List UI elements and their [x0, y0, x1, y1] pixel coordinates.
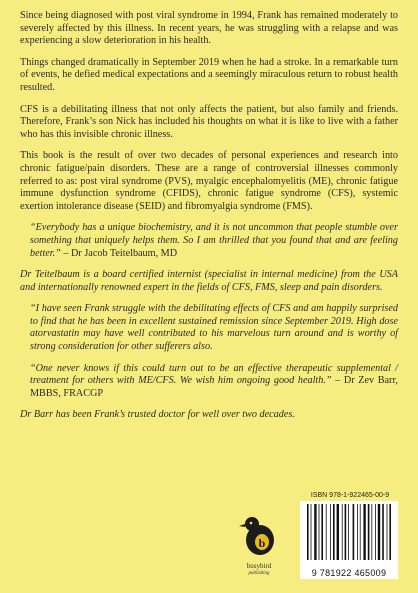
- barcode-bar: [345, 504, 347, 560]
- svg-text:b: b: [258, 536, 266, 550]
- barr-quote-text: “One never knows if this could turn out to be an effective therapeutic supplemental / treatment for others with ME/CFS. We wish him ongoing good health.”: [30, 362, 398, 387]
- barcode-bar: [389, 504, 391, 560]
- barcode-bar: [314, 504, 316, 560]
- teitelbaum-attribution: – Dr Jacob Teitelbaum, MD: [60, 247, 178, 259]
- teitelbaum-quote-text: “Everybody has a unique biochemistry, and it is not uncommon that people stumble over something that uniquely helps them. So I am thrilled that you found that and are feeling better.”: [30, 222, 398, 259]
- barcode-bar: [387, 504, 388, 560]
- barcode-bars: [304, 504, 394, 562]
- barcode-bar: [375, 504, 376, 560]
- isbn-block: [300, 492, 400, 579]
- cfs-paragraph: CFS is a debilitating illness that not only affects the patient, but also family and friends. Therefore, Frank’s son Nick has included his thoughts on what it is like to live with a father who has this invisible chronic illness.: [20, 103, 398, 140]
- barcode-bar: [357, 504, 358, 560]
- barcode-bar: [342, 504, 343, 560]
- barcode-bar: [326, 504, 327, 560]
- barcode-bar: [371, 504, 372, 560]
- barcode-bar: [330, 504, 331, 560]
- book-summary-paragraph: This book is the result of over two decades of personal experiences and research into chronic fatigue/pain disorders. These are a range of controversial illnesses commonly referred to as: post viral syndrome (PVS), myalgic encephalomyelitis (ME), chronic fatigue immune dysfunction syndrome (CFIDS), chronic fatigue syndrome (CFS), systemic exertion intolerance disease (SEID) and fibromyalgia syndrome (FMS).: [20, 150, 398, 212]
- publisher-name: busybird: [246, 562, 272, 570]
- intro-paragraph: Since being diagnosed with post viral syndrome in 1994, Frank has remained moderately to severely affected by this illness. In recent years, he was struggling with a relapse and was experiencing a slow deterioration in his health.: [20, 10, 398, 47]
- frank-remission-quote: “I have seen Frank struggle with the debilitating effects of CFS and am happily surprised to find that he has been in excellent sustained remission since September 2019. High dose atorvastatin may have well contributed to his marvelous turn around and is worthy of strong consideration for other sufferers also.: [30, 303, 398, 353]
- barcode-digits: 9 781922 465009: [311, 568, 387, 578]
- barcode-bar: [360, 504, 361, 560]
- barcode-bar: [363, 504, 365, 560]
- barcode-bar: [382, 504, 384, 560]
- barcode-bar: [353, 504, 355, 560]
- stroke-paragraph: Things changed dramatically in September 2019 when he had a stroke. In a remarkable turn of events, he defied medical expectations and a seemingly miraculous return to robust health resulted.: [20, 56, 398, 93]
- barr-quote: [30, 363, 398, 401]
- isbn-label: ISBN 978-1-922465-00-9: [310, 492, 390, 499]
- barcode-bar: [348, 504, 349, 560]
- barcode-bar: [311, 504, 312, 560]
- busybird-icon: [239, 512, 279, 558]
- barcode-bar: [337, 504, 339, 560]
- barcode-bar: [333, 504, 335, 560]
- barcode-bar: [368, 504, 370, 560]
- barcode-bar: [307, 504, 309, 560]
- publisher-sub: publishing: [248, 571, 270, 576]
- barcode: [300, 501, 398, 579]
- publisher-logo: [232, 512, 286, 580]
- barr-note: Dr Barr has been Frank’s trusted doctor for well over two decades.: [20, 409, 295, 421]
- barr-attribution: – Dr Zev Barr, MBBS, FRACGP: [30, 375, 398, 399]
- teitelbaum-note: Dr Teitelbaum is a board certified internist (specialist in internal medicine) from the USA and internationally renowned expert in the fields of CFS, FMS, sleep and pain disorders.: [20, 269, 398, 293]
- teitelbaum-quote: [30, 222, 398, 260]
- barcode-bar: [378, 504, 380, 560]
- barcode-bar: [319, 504, 320, 560]
- barcode-bar: [321, 504, 323, 560]
